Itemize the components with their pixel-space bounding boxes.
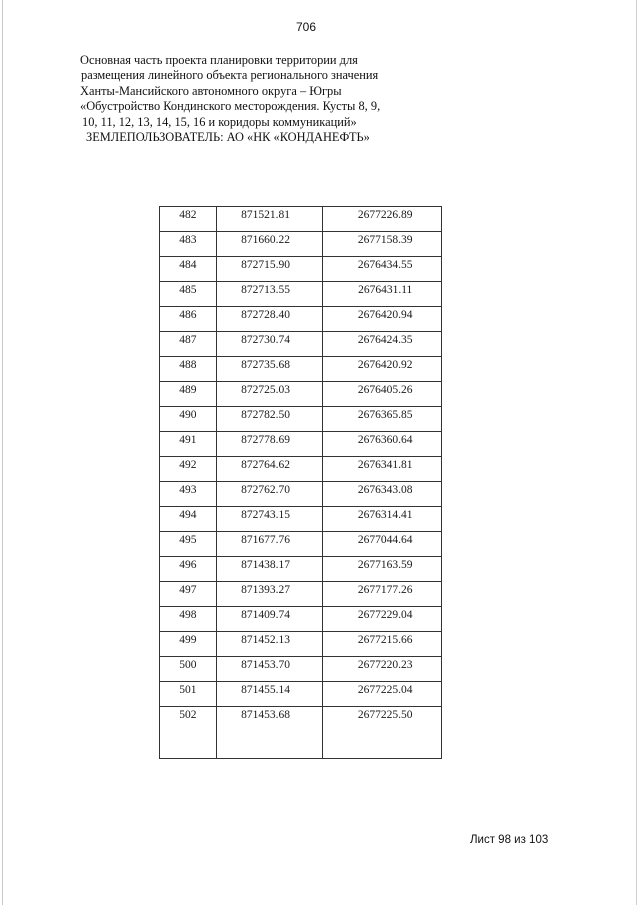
x-coordinate-cell: 871438.17 [216,557,323,582]
x-coordinate-cell: 871452.13 [216,632,323,657]
x-coordinate-cell: 872715.90 [216,257,323,282]
table-row [160,407,442,432]
y-coordinate-cell: 2677215.66 [323,632,442,657]
document-header [80,53,420,145]
point-number-cell: 491 [160,432,217,457]
table-row [160,557,442,582]
x-coordinate-cell: 871677.76 [216,532,323,557]
x-coordinate-cell: 872713.55 [216,282,323,307]
table-row [160,482,442,507]
y-coordinate-cell: 2677158.39 [323,232,442,257]
table-row [160,457,442,482]
point-number-cell: 488 [160,357,217,382]
y-coordinate-cell: 2677226.89 [323,207,442,232]
point-number-cell: 497 [160,582,217,607]
point-number-cell: 490 [160,407,217,432]
y-coordinate-cell: 2677177.26 [323,582,442,607]
header-line: размещения линейного объекта регионального значения [81,68,379,83]
y-coordinate-cell: 2676420.94 [323,307,442,332]
x-coordinate-cell: 872778.69 [216,432,323,457]
y-coordinate-cell: 2677220.23 [323,657,442,682]
point-number-cell: 494 [160,507,217,532]
y-coordinate-cell: 2676434.55 [323,257,442,282]
x-coordinate-cell: 872730.74 [216,332,323,357]
table-row [160,207,442,232]
table-row [160,282,442,307]
point-number-cell: 495 [160,532,217,557]
point-number-cell: 489 [160,382,217,407]
y-coordinate-cell: 2677225.04 [323,682,442,707]
point-number-cell: 496 [160,557,217,582]
x-coordinate-cell: 872743.15 [216,507,323,532]
x-coordinate-cell: 871409.74 [216,607,323,632]
point-number-cell: 502 [160,707,217,759]
y-coordinate-cell: 2676343.08 [323,482,442,507]
point-number-cell: 499 [160,632,217,657]
y-coordinate-cell: 2676405.26 [323,382,442,407]
point-number-cell: 482 [160,207,217,232]
x-coordinate-cell: 872782.50 [216,407,323,432]
x-coordinate-cell: 872762.70 [216,482,323,507]
point-number-cell: 501 [160,682,217,707]
point-number-cell: 484 [160,257,217,282]
table-row [160,682,442,707]
y-coordinate-cell: 2677225.50 [323,707,442,759]
point-number-cell: 500 [160,657,217,682]
point-number-cell: 486 [160,307,217,332]
y-coordinate-cell: 2676365.85 [323,407,442,432]
y-coordinate-cell: 2676360.64 [323,432,442,457]
table-row [160,357,442,382]
sheet-counter: Лист 98 из 103 [470,834,549,846]
point-number-cell: 483 [160,232,217,257]
table-row [160,582,442,607]
table-row [160,232,442,257]
scan-edge-right [636,0,637,905]
coordinates-table [159,206,442,759]
header-line: Ханты-Мансийского автономного округа – Югры [80,83,342,98]
x-coordinate-cell: 871453.70 [216,657,323,682]
table-row [160,307,442,332]
header-line: «Обустройство Кондинского месторождения. Кусты 8, 9, [80,99,381,114]
table-row [160,432,442,457]
y-coordinate-cell: 2676420.92 [323,357,442,382]
point-number-cell: 487 [160,332,217,357]
x-coordinate-cell: 872764.62 [216,457,323,482]
x-coordinate-cell: 872725.03 [216,382,323,407]
table-row [160,532,442,557]
header-line: Основная часть проекта планировки территории для [80,53,358,67]
scan-edge-left [2,0,3,905]
table-row [160,382,442,407]
page-number: 706 [295,20,317,34]
x-coordinate-cell: 871455.14 [216,682,323,707]
y-coordinate-cell: 2676314.41 [323,507,442,532]
header-line: ЗЕМЛЕПОЛЬЗОВАТЕЛЬ: АО «НК «КОНДАНЕФТЬ» [86,130,370,145]
x-coordinate-cell: 872728.40 [216,307,323,332]
table-row [160,657,442,682]
header-line: 10, 11, 12, 13, 14, 15, 16 и коридоры коммуникаций» [82,114,357,129]
point-number-cell: 498 [160,607,217,632]
y-coordinate-cell: 2677163.59 [323,557,442,582]
table-row [160,257,442,282]
point-number-cell: 492 [160,457,217,482]
point-number-cell: 485 [160,282,217,307]
table-row [160,332,442,357]
x-coordinate-cell: 872735.68 [216,357,323,382]
y-coordinate-cell: 2676341.81 [323,457,442,482]
y-coordinate-cell: 2676431.11 [323,282,442,307]
y-coordinate-cell: 2677229.04 [323,607,442,632]
x-coordinate-cell: 871521.81 [216,207,323,232]
y-coordinate-cell: 2676424.35 [323,332,442,357]
table-row [160,707,442,759]
point-number-cell: 493 [160,482,217,507]
x-coordinate-cell: 871660.22 [216,232,323,257]
table-row [160,632,442,657]
x-coordinate-cell: 871393.27 [216,582,323,607]
x-coordinate-cell: 871453.68 [216,707,323,759]
table-row [160,607,442,632]
table-row [160,507,442,532]
y-coordinate-cell: 2677044.64 [323,532,442,557]
